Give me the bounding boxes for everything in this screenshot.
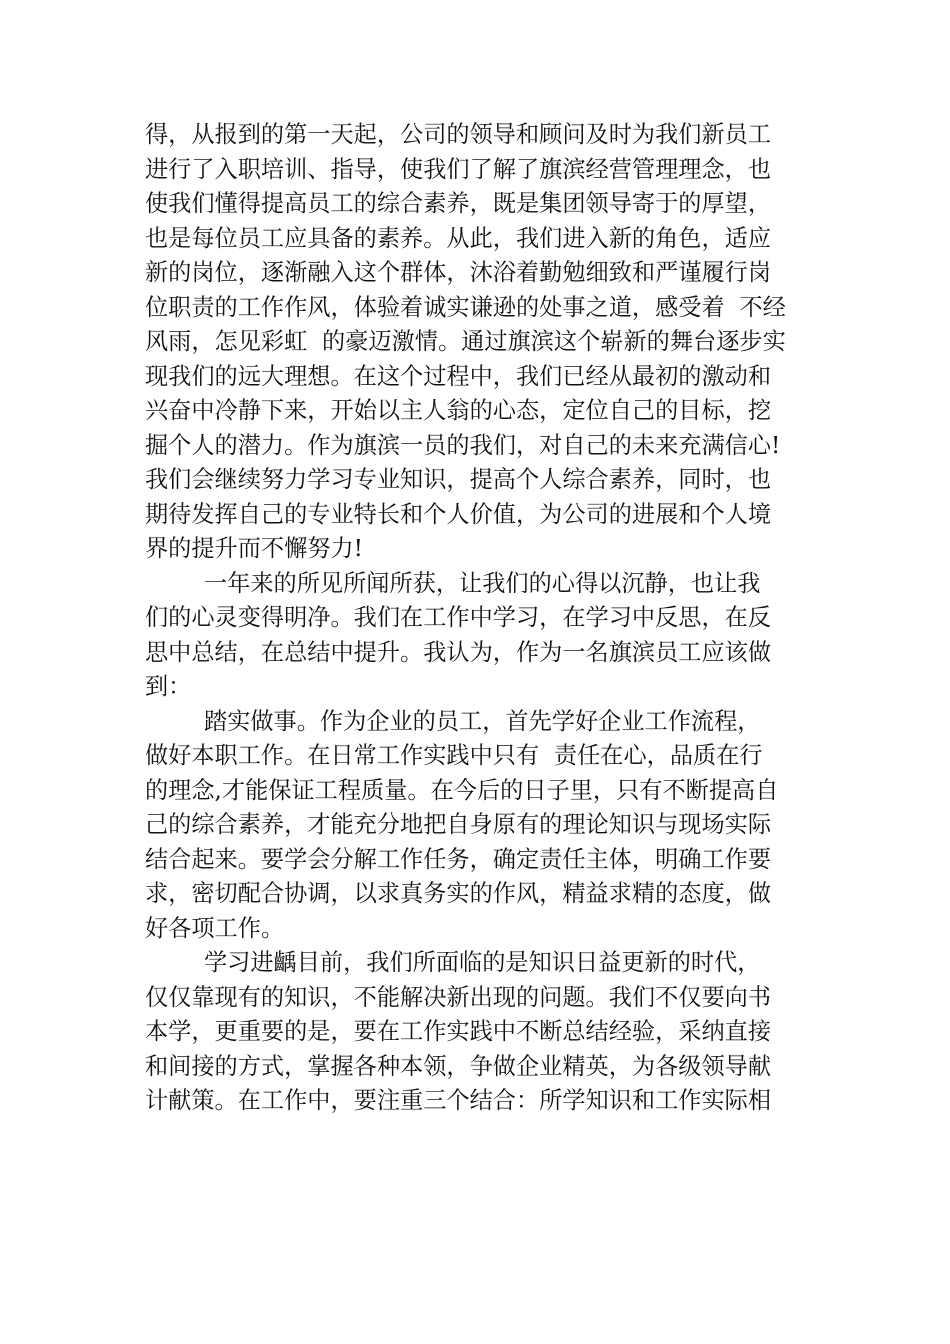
text-line: 我们会继续努力学习专业知识，提高个人综合素养，同时，也 bbox=[145, 466, 772, 493]
text-line: 使我们懂得提高员工的综合素养，既是集团领导寄于的厚望， bbox=[145, 190, 772, 217]
text-line: 现我们的远大理想。在这个过程中，我们已经从最初的激动和 bbox=[145, 362, 772, 390]
text-line: 进行了入职培训、指导，使我们了解了旗滨经营管理理念，也 bbox=[145, 155, 772, 183]
text-line: 踏实做事。作为企业的员工，首先学好企业工作流程， bbox=[145, 707, 761, 735]
text-line: 也是每位员工应具备的素养。从此，我们进入新的角色，适应 bbox=[145, 224, 772, 252]
text-line: 到： bbox=[145, 673, 192, 700]
text-line: 好各项工作。 bbox=[145, 914, 285, 942]
text-line: 风雨，怎见彩虹 的豪迈激情。通过旗滨这个崭新的舞台逐步实 bbox=[145, 328, 786, 355]
text-line: 本学，更重要的是，要在工作实践中不断总结经验，采纳直接 bbox=[145, 1018, 772, 1045]
text-line: 们的心灵变得明净。我们在工作中学习，在学习中反思，在反 bbox=[145, 604, 772, 631]
text-line: 兴奋中冷静下来，开始以主人翁的心态，定位自己的目标，挖 bbox=[145, 397, 772, 424]
text-line: 掘个人的潜力。作为旗滨一员的我们，对自己的未来充满信心! bbox=[145, 431, 781, 459]
text-line: 期待发挥自己的专业特长和个人价值，为公司的进展和个人境 bbox=[145, 500, 772, 528]
text-line: 和间接的方式，掌握各种本领，争做企业精英，为各级领导献 bbox=[145, 1052, 772, 1080]
text-line: 仅仅靠现有的知识，不能解决新出现的问题。我们不仅要向书 bbox=[145, 983, 772, 1011]
text-line: 己的综合素养，才能充分地把自身原有的理论知识与现场实际 bbox=[145, 811, 772, 838]
text-line: 学习进齲目前，我们所面临的是知识日益更新的时代， bbox=[145, 949, 761, 976]
text-line: 思中总结，在总结中提升。我认为，作为一名旗滨员工应该做 bbox=[145, 638, 772, 666]
text-line: 计献策。在工作中，要注重三个结合：所学知识和工作实际相 bbox=[145, 1087, 772, 1114]
text-line: 位职责的工作作风，体验着诚实谦逊的处事之道，感受着 不经 bbox=[145, 293, 786, 321]
text-line: 做好本职工作。在日常工作实践中只有 责任在心，品质在行 bbox=[145, 742, 763, 769]
text-line: 新的岗位，逐渐融入这个群体，沐浴着勤勉细致和严谨履行岗 bbox=[145, 259, 772, 286]
text-line: 界的提升而不懈努力! bbox=[145, 535, 364, 562]
text-line: 一年来的所见所闻所获，让我们的心得以沉静，也让我 bbox=[145, 569, 761, 597]
document-body-text bbox=[145, 118, 825, 1119]
text-line: 的理念,才能保证工程质量。在今后的日子里，只有不断提高自 bbox=[145, 776, 779, 804]
text-line: 求，密切配合协调，以求真务实的作风，精益求精的态度，做 bbox=[145, 880, 772, 907]
text-line: 得，从报到的第一天起，公司的领导和顾问及时为我们新员工 bbox=[145, 121, 772, 148]
text-line: 结合起来。要学会分解工作任务，确定责任主体，明确工作要 bbox=[145, 845, 772, 873]
